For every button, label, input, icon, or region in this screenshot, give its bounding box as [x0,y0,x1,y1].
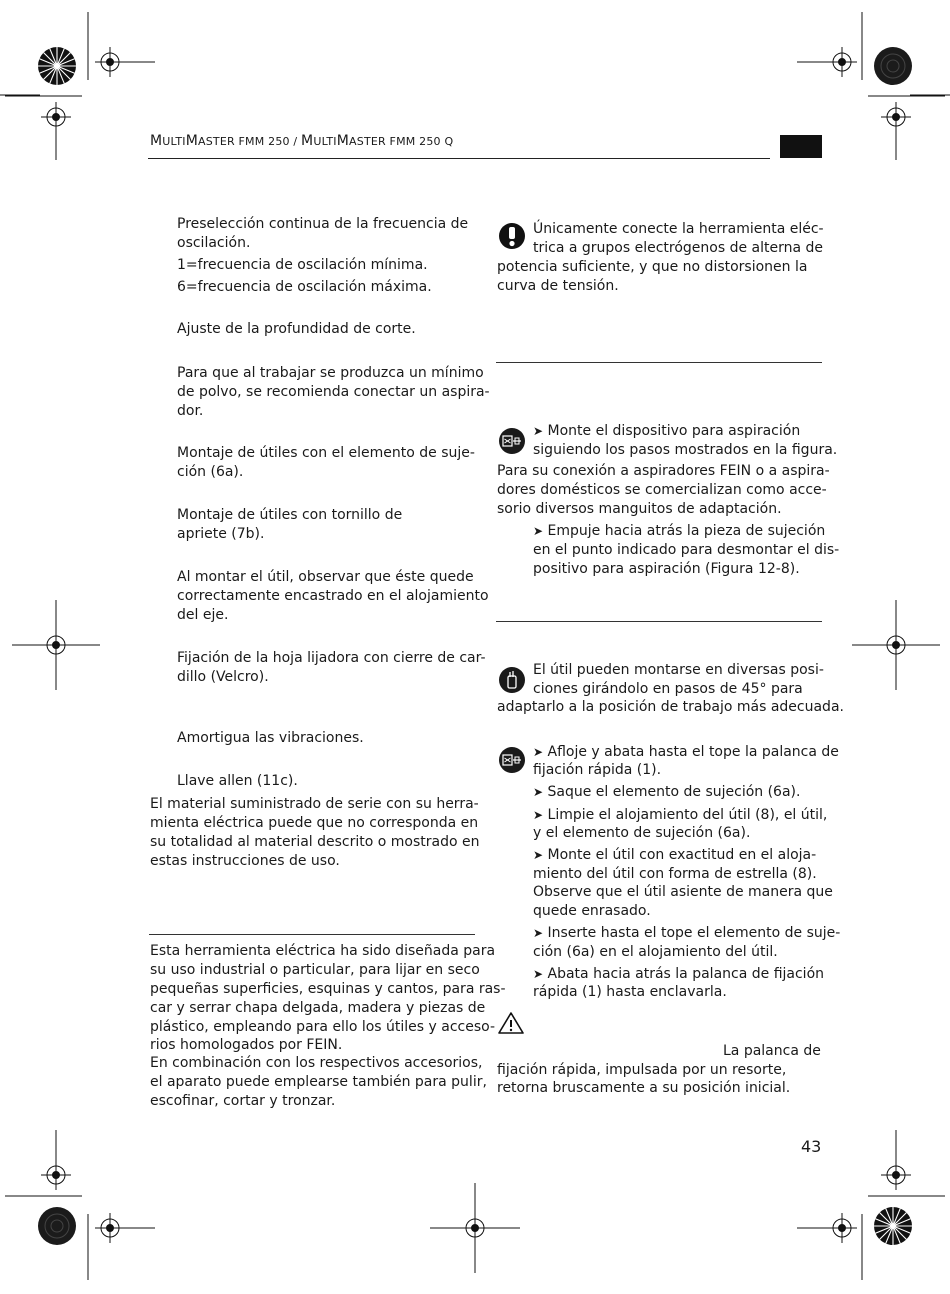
bullet-arrow-icon: ➤ [533,524,544,538]
text-line: de polvo, se recomienda conectar un aspira- [177,384,490,400]
text-line: adaptarlo a la posición de trabajo más adecuada. [497,699,844,715]
header-title-part: M [150,133,163,149]
header-title-part: ULTI [162,135,186,148]
text-line: ciones girándolo en pasos de 45° para [533,681,803,697]
text-line: dores domésticos se comercializan como acce- [497,482,827,498]
text-line: En combinación con los respectivos accesorios, [150,1055,483,1071]
text-line: del eje. [177,607,229,623]
caution-triangle-icon [497,1011,525,1035]
text-line: potencia suficiente, y que no distorsionen la [497,259,808,275]
text-line: en el punto indicado para desmontar el dis- [533,542,840,558]
bullet-arrow-icon: ➤ [533,967,544,981]
section-rule [496,621,822,622]
text-line: Al montar el útil, observar que éste quede [177,569,474,585]
text-line: oscilación. [177,235,251,251]
text-line: plástico, empleando para ello los útiles y acceso- [150,1019,496,1035]
text-line: El material suministrado de serie con su herra- [150,796,479,812]
text-line [533,924,840,943]
header-title-part: ULTI [313,135,337,148]
page-number: 43 [801,1137,822,1156]
text-line: retorna bruscamente a su posición inicial. [497,1080,791,1096]
text-line: sorio diversos manguitos de adaptación. [497,501,782,517]
text-line: Ajuste de la profundidad de corte. [177,321,416,337]
text-line: car y serrar chapa delgada, madera y piezas de [150,1000,486,1016]
text-line: Montaje de útiles con el elemento de suje- [177,445,475,461]
text-line [533,965,824,984]
text-line: Montaje de útiles con tornillo de [177,507,403,523]
header-title-part: M [336,133,350,149]
bullet-arrow-icon: ➤ [533,926,544,940]
text-line: rápida (1) hasta enclavarla. [533,984,727,1000]
text-line [533,422,800,441]
text-line: positivo para aspiración (Figura 12-8). [533,561,800,577]
text-line: y el elemento de sujeción (6a). [533,825,751,841]
header-title-part: M [301,133,314,149]
note-hand-icon [498,666,526,694]
bullet-arrow-icon: ➤ [533,785,544,799]
text-line: Llave allen (11c). [177,773,298,789]
text-line: trica a grupos electrógenos de alterna de [533,240,824,256]
text-span: Afloje y abata hasta el tope la palanca de [547,744,839,760]
text-line: dillo (Velcro). [177,669,269,685]
text-line: rios homologados por FEIN. [150,1037,343,1053]
text-line [533,783,800,802]
text-line: Esta herramienta eléctrica ha sido diseñada para [150,943,496,959]
text-line: ción (6a). [177,464,244,480]
header-rule [148,158,770,159]
text-line: miento del útil con forma de estrella (8). [533,866,817,882]
text-line: 6=frecuencia de oscilación máxima. [177,279,432,295]
text-line: quede enrasado. [533,903,651,919]
bullet-arrow-icon: ➤ [533,424,544,438]
text-line: fijación rápida (1). [533,762,662,778]
text-line: La palanca de [723,1043,821,1059]
text-line: mienta eléctrica puede que no corresponda en [150,815,479,831]
text-line: 1=frecuencia de oscilación mínima. [177,257,428,273]
section-rule [149,934,475,935]
text-line: Observe que el útil asiente de manera que [533,884,833,900]
text-line: dor. [177,403,204,419]
text-line: apriete (7b). [177,526,265,542]
text-line: Amortigua las vibraciones. [177,730,364,746]
text-span: Limpie el alojamiento del útil (8), el útil, [547,807,828,823]
header-title-part: ASTER FMM 250 Q [349,135,454,148]
text-line: Únicamente conecte la herramienta eléc- [533,221,824,237]
instruction-figure-icon [498,427,526,455]
text-span: Inserte hasta el tope el elemento de suje- [547,925,841,941]
header-title-part: M [185,133,198,149]
header-title-part: ASTER FMM 250 / [198,135,302,148]
text-line [533,743,839,762]
bullet-arrow-icon: ➤ [533,745,544,759]
text-line: fijación rápida, impulsada por un resorte, [497,1062,787,1078]
instruction-figure-icon [498,746,526,774]
section-rule [496,362,822,363]
text-line: Preselección continua de la frecuencia de [177,216,469,232]
text-line [533,522,825,541]
text-line: ción (6a) en el alojamiento del útil. [533,944,778,960]
text-line: el aparato puede emplearse también para pulir, [150,1074,487,1090]
text-line [533,846,816,865]
chapter-tab-block [780,135,822,158]
text-span: Monte el dispositivo para aspiración [547,423,801,439]
text-line: El útil pueden montarse en diversas posi- [533,662,824,678]
text-line: escofinar, cortar y tronzar. [150,1093,336,1109]
text-line: siguiendo los pasos mostrados en la figura. [533,442,838,458]
text-span: Monte el útil con exactitud en el aloja- [547,847,817,863]
text-line: Para que al trabajar se produzca un mínimo [177,365,484,381]
text-line [533,806,827,825]
text-span: Empuje hacia atrás la pieza de sujeción [547,523,826,539]
text-line: curva de tensión. [497,278,619,294]
text-line: Fijación de la hoja lijadora con cierre de car- [177,650,486,666]
text-span: Abata hacia atrás la palanca de fijación [547,966,825,982]
warning-exclamation-icon [498,222,526,250]
text-line: Para su conexión a aspiradores FEIN o a aspira- [497,463,830,479]
running-header [150,133,453,149]
text-span: Saque el elemento de sujeción (6a). [547,784,801,800]
text-line: su uso industrial o particular, para lijar en seco [150,962,480,978]
bullet-arrow-icon: ➤ [533,848,544,862]
text-line: su totalidad al material descrito o mostrado en [150,834,480,850]
bullet-arrow-icon: ➤ [533,808,544,822]
header-title [150,133,453,149]
text-line: pequeñas superficies, esquinas y cantos, para ras- [150,981,506,997]
text-line: correctamente encastrado en el alojamiento [177,588,489,604]
text-line: estas instrucciones de uso. [150,853,340,869]
